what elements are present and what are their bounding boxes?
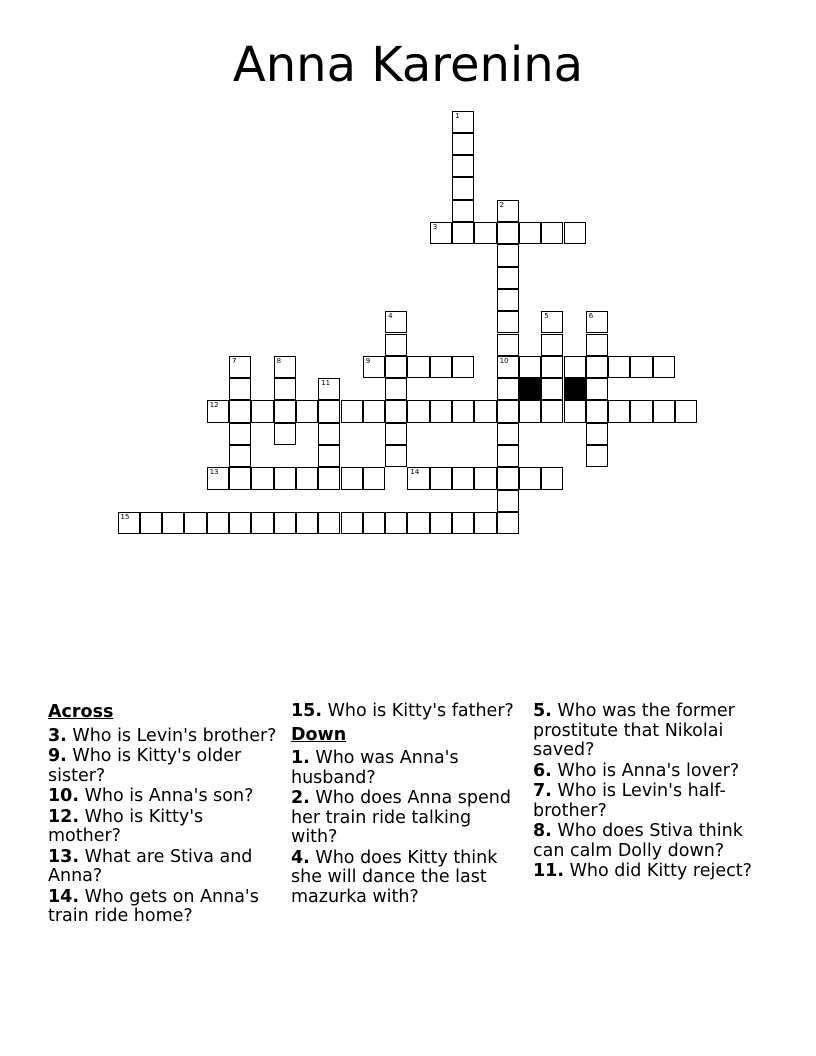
grid-cell[interactable] <box>407 467 429 489</box>
clue-text: Who does Anna spend her train ride talking with? <box>291 788 511 847</box>
cell-number: 5 <box>544 312 549 321</box>
clue-across-10 <box>48 787 280 807</box>
clue-number: 14. <box>48 886 80 907</box>
clue-down-4 <box>291 849 523 908</box>
grid-cell[interactable] <box>251 467 273 489</box>
grid-cell[interactable] <box>430 467 452 489</box>
grid-cell[interactable] <box>497 200 519 222</box>
grid-cell[interactable] <box>385 400 407 422</box>
cell-number: 1 <box>455 111 460 120</box>
cell-number: 12 <box>209 401 219 410</box>
grid-cell[interactable] <box>452 155 474 177</box>
grid-cell[interactable] <box>430 400 452 422</box>
cell-number: 2 <box>499 200 505 209</box>
grid-cell[interactable] <box>452 467 474 489</box>
grid-cell[interactable] <box>452 133 474 155</box>
grid-cell[interactable] <box>452 177 474 199</box>
grid-cell[interactable] <box>452 356 474 378</box>
clue-text: Who is Anna's son? <box>84 786 254 806</box>
clue-across-15 <box>291 702 523 722</box>
cell-number: 7 <box>232 356 237 365</box>
clue-across-3 <box>48 727 280 747</box>
clue-text: Who is Kitty's older sister? <box>48 746 242 786</box>
clue-number: 8. <box>533 821 552 841</box>
clue-down-7 <box>533 782 765 821</box>
grid-cell[interactable] <box>274 423 296 445</box>
grid-cell[interactable] <box>608 400 630 422</box>
clue-number: 7. <box>533 781 552 801</box>
grid-cell[interactable] <box>385 423 407 445</box>
grid-cell[interactable] <box>363 356 385 378</box>
clue-number: 4. <box>291 847 310 868</box>
clue-number: 13. <box>48 846 80 867</box>
cell-number: 4 <box>388 312 393 321</box>
grid-cell[interactable] <box>541 467 563 489</box>
grid-cell[interactable] <box>564 400 586 422</box>
grid-cell[interactable] <box>519 400 541 422</box>
cell-number: 9 <box>365 356 371 365</box>
grid-block <box>519 378 541 400</box>
grid-cell[interactable] <box>497 400 519 422</box>
grid-cell[interactable] <box>229 378 251 400</box>
grid-cell[interactable] <box>318 378 340 400</box>
grid-cell[interactable] <box>207 467 229 489</box>
grid-cell[interactable] <box>184 512 206 534</box>
grid-cell[interactable] <box>251 512 273 534</box>
grid-cell[interactable] <box>564 356 586 378</box>
clue-down-11 <box>533 862 765 882</box>
grid-cell[interactable] <box>363 400 385 422</box>
clue-down-5 <box>533 702 765 761</box>
grid-cell[interactable] <box>474 222 496 244</box>
grid-cell[interactable] <box>497 334 519 356</box>
grid-cell[interactable] <box>229 512 251 534</box>
grid-cell[interactable] <box>541 334 563 356</box>
clue-text: What are Stiva and Anna? <box>48 846 253 886</box>
grid-cell[interactable] <box>385 512 407 534</box>
grid-cell[interactable] <box>541 400 563 422</box>
grid-cell[interactable] <box>341 400 363 422</box>
clue-across-9 <box>48 747 280 786</box>
grid-cell[interactable] <box>341 467 363 489</box>
grid-cell[interactable] <box>653 400 675 422</box>
clue-text: Who is Levin's brother? <box>72 725 277 746</box>
grid-cell[interactable] <box>586 334 608 356</box>
grid-cell[interactable] <box>497 311 519 333</box>
grid-cell[interactable] <box>385 445 407 467</box>
grid-cell[interactable] <box>586 378 608 400</box>
cell-number: 6 <box>588 312 594 321</box>
grid-cell[interactable] <box>497 356 519 378</box>
grid-cell[interactable] <box>274 467 296 489</box>
grid-cell[interactable] <box>341 512 363 534</box>
clue-text: Who does Stiva think can calm Dolly down? <box>533 821 743 861</box>
grid-cell[interactable] <box>274 400 296 422</box>
grid-cell[interactable] <box>229 356 251 378</box>
clue-text: Who did Kitty reject? <box>569 861 752 881</box>
clue-text: Who gets on Anna's train ride home? <box>48 886 259 926</box>
page-title: Anna Karenina <box>232 37 584 93</box>
clue-column-1 <box>48 702 280 928</box>
grid-cell[interactable] <box>318 512 340 534</box>
cell-number: 13 <box>209 468 219 477</box>
grid-cell[interactable] <box>452 400 474 422</box>
grid-cell[interactable] <box>564 222 586 244</box>
grid-cell[interactable] <box>274 356 296 378</box>
cell-number: 8 <box>276 356 282 365</box>
grid-cell[interactable] <box>519 356 541 378</box>
grid-cell[interactable] <box>140 512 162 534</box>
grid-cell[interactable] <box>430 512 452 534</box>
clue-down-8 <box>533 822 765 861</box>
grid-cell[interactable] <box>229 423 251 445</box>
grid-cell[interactable] <box>474 400 496 422</box>
grid-cell[interactable] <box>452 111 474 133</box>
grid-cell[interactable] <box>296 400 318 422</box>
clue-text: Who was Anna's husband? <box>291 748 459 788</box>
grid-cell[interactable] <box>452 512 474 534</box>
grid-cell[interactable] <box>497 244 519 266</box>
grid-cell[interactable] <box>162 512 184 534</box>
grid-cell[interactable] <box>118 512 140 534</box>
grid-cell[interactable] <box>608 356 630 378</box>
clue-across-13 <box>48 848 280 887</box>
grid-cell[interactable] <box>229 445 251 467</box>
grid-cell[interactable] <box>229 467 251 489</box>
grid-cell[interactable] <box>586 445 608 467</box>
cell-number: 11 <box>321 379 331 388</box>
clue-number: 9. <box>48 746 67 766</box>
grid-cell[interactable] <box>586 356 608 378</box>
clue-number: 5. <box>533 701 552 721</box>
clue-text: Who is Levin's half-brother? <box>533 781 726 821</box>
grid-cell[interactable] <box>407 400 429 422</box>
clue-number: 10. <box>48 786 80 806</box>
clue-number: 6. <box>533 760 552 781</box>
clue-column-2 <box>291 702 523 908</box>
grid-cell[interactable] <box>274 378 296 400</box>
grid-cell[interactable] <box>229 400 251 422</box>
grid-cell[interactable] <box>675 400 697 422</box>
grid-cell[interactable] <box>497 222 519 244</box>
grid-cell[interactable] <box>296 512 318 534</box>
grid-cell[interactable] <box>296 467 318 489</box>
grid-cell[interactable] <box>385 311 407 333</box>
clue-number: 11. <box>533 861 565 881</box>
clue-number: 2. <box>291 788 310 808</box>
grid-cell[interactable] <box>251 400 273 422</box>
grid-cell[interactable] <box>630 400 652 422</box>
cell-number: 15 <box>120 512 130 521</box>
grid-cell[interactable] <box>430 222 452 244</box>
clue-text: Who does Kitty think she will dance the last mazurka with? <box>291 847 498 907</box>
grid-cell[interactable] <box>541 311 563 333</box>
clue-number: 3. <box>48 725 67 746</box>
across-heading: Across <box>48 702 114 722</box>
grid-cell[interactable] <box>630 356 652 378</box>
grid-cell[interactable] <box>497 490 519 512</box>
grid-cell[interactable] <box>363 467 385 489</box>
grid-cell[interactable] <box>586 400 608 422</box>
grid-cell[interactable] <box>385 378 407 400</box>
grid-cell[interactable] <box>318 400 340 422</box>
clue-text: Who is Anna's lover? <box>557 760 740 781</box>
grid-cell[interactable] <box>519 467 541 489</box>
clue-text: Who was the former prostitute that Nikolai saved? <box>533 701 735 760</box>
grid-cell[interactable] <box>452 200 474 222</box>
clue-across-14 <box>48 888 280 927</box>
grid-cell[interactable] <box>586 423 608 445</box>
grid-cell[interactable] <box>653 356 675 378</box>
clue-down-6 <box>533 762 765 782</box>
grid-cell[interactable] <box>207 512 229 534</box>
grid-cell[interactable] <box>318 445 340 467</box>
clue-column-3 <box>533 702 765 883</box>
grid-cell[interactable] <box>497 445 519 467</box>
grid-cell[interactable] <box>318 467 340 489</box>
clue-down-2 <box>291 789 523 848</box>
down-heading: Down <box>291 724 347 745</box>
grid-cell[interactable] <box>407 356 429 378</box>
clue-number: 15. <box>291 701 323 721</box>
grid-cell[interactable] <box>363 512 385 534</box>
clue-down-1 <box>291 749 523 788</box>
cell-number: 3 <box>432 223 438 231</box>
grid-cell[interactable] <box>497 378 519 400</box>
grid-cell[interactable] <box>474 512 496 534</box>
clue-text: Who is Kitty's father? <box>327 701 514 721</box>
clue-number: 12. <box>48 806 80 827</box>
grid-cell[interactable] <box>474 467 496 489</box>
grid-cell[interactable] <box>385 334 407 356</box>
grid-block <box>564 378 586 400</box>
grid-cell[interactable] <box>541 378 563 400</box>
clue-number: 1. <box>291 748 310 768</box>
grid-cell[interactable] <box>385 356 407 378</box>
grid-cell[interactable] <box>452 222 474 244</box>
grid-cell[interactable] <box>430 356 452 378</box>
cell-number: 14 <box>410 468 420 477</box>
grid-cell[interactable] <box>497 467 519 489</box>
grid-cell[interactable] <box>519 222 541 244</box>
grid-cell[interactable] <box>407 512 429 534</box>
clue-across-12 <box>48 808 280 847</box>
grid-cell[interactable] <box>586 311 608 333</box>
clue-text: Who is Kitty's mother? <box>48 806 204 846</box>
grid-cell[interactable] <box>541 222 563 244</box>
grid-cell[interactable] <box>274 512 296 534</box>
grid-cell[interactable] <box>497 512 519 534</box>
grid-cell[interactable] <box>497 289 519 311</box>
grid-cell[interactable] <box>318 423 340 445</box>
grid-cell[interactable] <box>497 423 519 445</box>
cell-number: 10 <box>499 356 509 365</box>
grid-cell[interactable] <box>541 356 563 378</box>
grid-cell[interactable] <box>497 267 519 289</box>
grid-cell[interactable] <box>207 400 229 422</box>
